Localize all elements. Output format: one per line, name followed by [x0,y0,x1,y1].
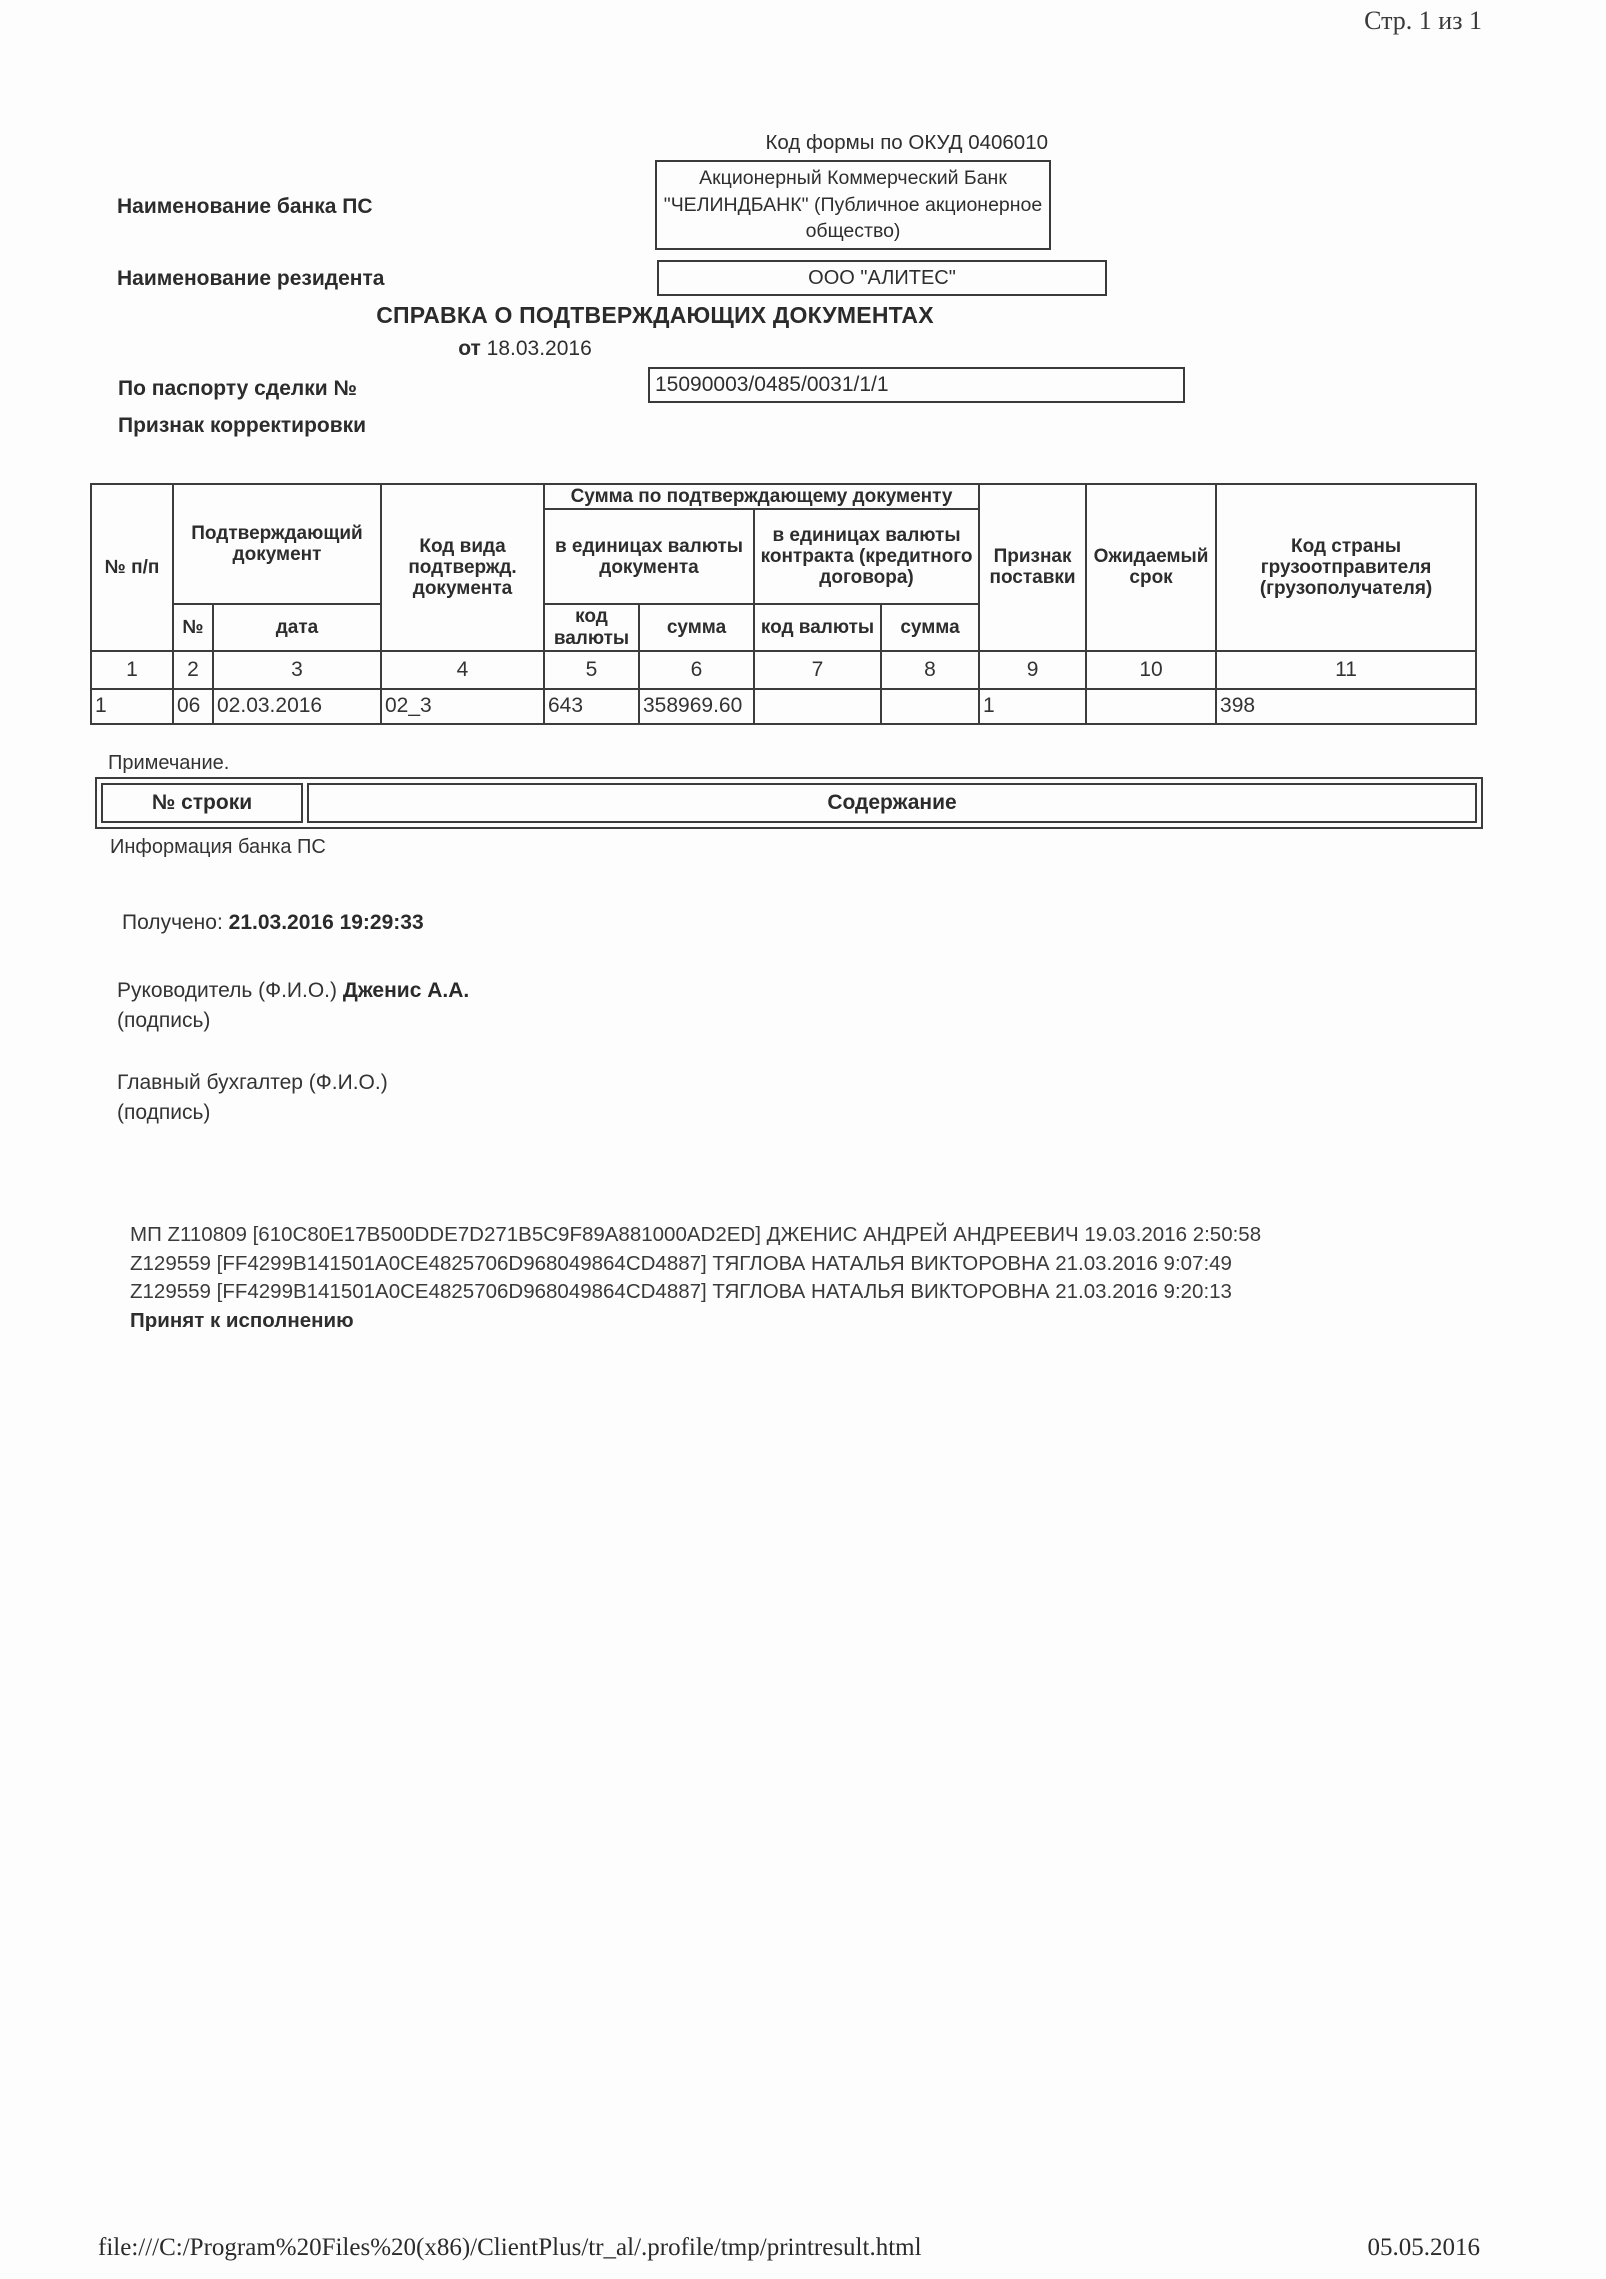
notes-content-header: Содержание [307,783,1477,823]
date-prefix: от [458,337,481,360]
digital-signature-block [130,1221,1261,1335]
accountant-label: Главный бухгалтер (Ф.И.О.) [117,1071,388,1094]
passport-label: По паспорту сделки № [118,377,357,400]
signature-stamp-line-2: Z129559 [FF4299B141501A0CE4825706D968049864CD4887] ТЯГЛОВА НАТАЛЬЯ ВИКТОРОВНА 21.03.2016 9:07:49 [130,1251,1232,1275]
col-num-2: 2 [173,651,213,689]
col-header-amount-2: сумма [881,604,979,651]
col-num-3: 3 [213,651,381,689]
col-header-doc-no: № [173,604,213,651]
col-num-6: 6 [639,651,754,689]
document-date-line [90,337,960,361]
col-num-4: 4 [381,651,544,689]
col-header-expected-term: Ожидаемый срок [1086,484,1216,651]
col-header-currency-code-2: код валюты [754,604,881,651]
col-header-doc-date: дата [213,604,381,651]
cell-doc-type-code: 02_3 [381,689,544,724]
col-header-sum-group: Сумма по подтверждающему документу [544,484,979,509]
head-signature-caption: (подпись) [117,1009,211,1032]
col-header-amount-1: сумма [639,604,754,651]
resident-name-label: Наименование резидента [117,267,385,290]
col-header-confirming-doc: Подтверждающий документ [173,484,381,604]
note-label: Примечание. [108,752,230,774]
okud-code-label: Код формы по ОКУД 0406010 [765,131,1048,154]
cell-npp: 1 [91,689,173,724]
table-header-row-1 [91,484,1476,509]
col-num-9: 9 [979,651,1086,689]
notes-row-number-header: № строки [101,783,303,823]
cell-country-code: 398 [1216,689,1476,724]
cell-delivery-sign: 1 [979,689,1086,724]
cell-amount-1: 358969.60 [639,689,754,724]
footer-file-url: file:///C:/Program%20Files%20(x86)/ClientPlus/tr_al/.profile/tmp/printresult.html [98,2234,922,2261]
document-title: СПРАВКА О ПОДТВЕРЖДАЮЩИХ ДОКУМЕНТАХ [376,302,934,328]
col-num-1: 1 [91,651,173,689]
cell-doc-date: 02.03.2016 [213,689,381,724]
col-num-8: 8 [881,651,979,689]
col-num-10: 10 [1086,651,1216,689]
bank-name-box: Акционерный Коммерческий Банк "ЧЕЛИНДБАНК" (Публичное акционерное общество) [655,160,1051,250]
col-header-doc-type-code: Код вида подтвержд. документа [381,484,544,651]
head-name: Дженис А.А. [342,979,470,1002]
column-numbers-row [91,651,1476,689]
bank-name-label: Наименование банка ПС [117,195,373,218]
table-row [91,689,1476,724]
footer-print-date: 05.05.2016 [1367,2234,1480,2261]
notes-header-row [101,783,1477,823]
col-header-delivery-sign: Признак поставки [979,484,1086,651]
cell-currency-code-2 [754,689,881,724]
page-number: Стр. 1 из 1 [1364,6,1482,35]
col-num-11: 11 [1216,651,1476,689]
execution-status: Принят к исполнению [130,1308,354,1332]
col-header-in-doc-currency: в единицах валюты документа [544,509,754,604]
col-header-currency-code-1: код валюты [544,604,639,651]
col-header-in-contract-currency: в единицах валюты контракта (кредитного договора) [754,509,979,604]
col-num-7: 7 [754,651,881,689]
received-timestamp: 21.03.2016 19:29:33 [228,911,424,934]
head-signature-line [117,979,469,1003]
signature-stamp-line-3: Z129559 [FF4299B141501A0CE4825706D968049864CD4887] ТЯГЛОВА НАТАЛЬЯ ВИКТОРОВНА 21.03.2016 9:20:13 [130,1280,1232,1303]
cell-amount-2 [881,689,979,724]
col-header-country-code: Код страны грузоотправителя (грузополучателя) [1216,484,1476,651]
cell-expected-term [1086,689,1216,724]
accountant-signature-caption: (подпись) [117,1101,211,1124]
bank-info-label: Информация банка ПС [110,836,326,858]
col-num-5: 5 [544,651,639,689]
cell-doc-no: 06 [173,689,213,724]
signature-stamp-line-1: МП Z110809 [610C80E17B500DDE7D271B5C9F89A881000AD2ED] ДЖЕНИС АНДРЕЙ АНДРЕЕВИЧ 19.03.2016 2:50:58 [130,1223,1262,1246]
resident-name-box: ООО "АЛИТЕС" [657,260,1107,296]
date-value: 18.03.2016 [486,337,592,360]
correction-label: Признак корректировки [118,414,367,437]
notes-table [95,777,1483,829]
documents-table [90,483,1477,725]
head-label: Руководитель (Ф.И.О.) [117,979,338,1002]
passport-number-box: 15090003/0485/0031/1/1 [648,367,1185,403]
cell-currency-code-1: 643 [544,689,639,724]
col-header-npp: № п/п [91,484,173,651]
received-label: Получено: [122,911,223,934]
received-line [122,911,424,935]
